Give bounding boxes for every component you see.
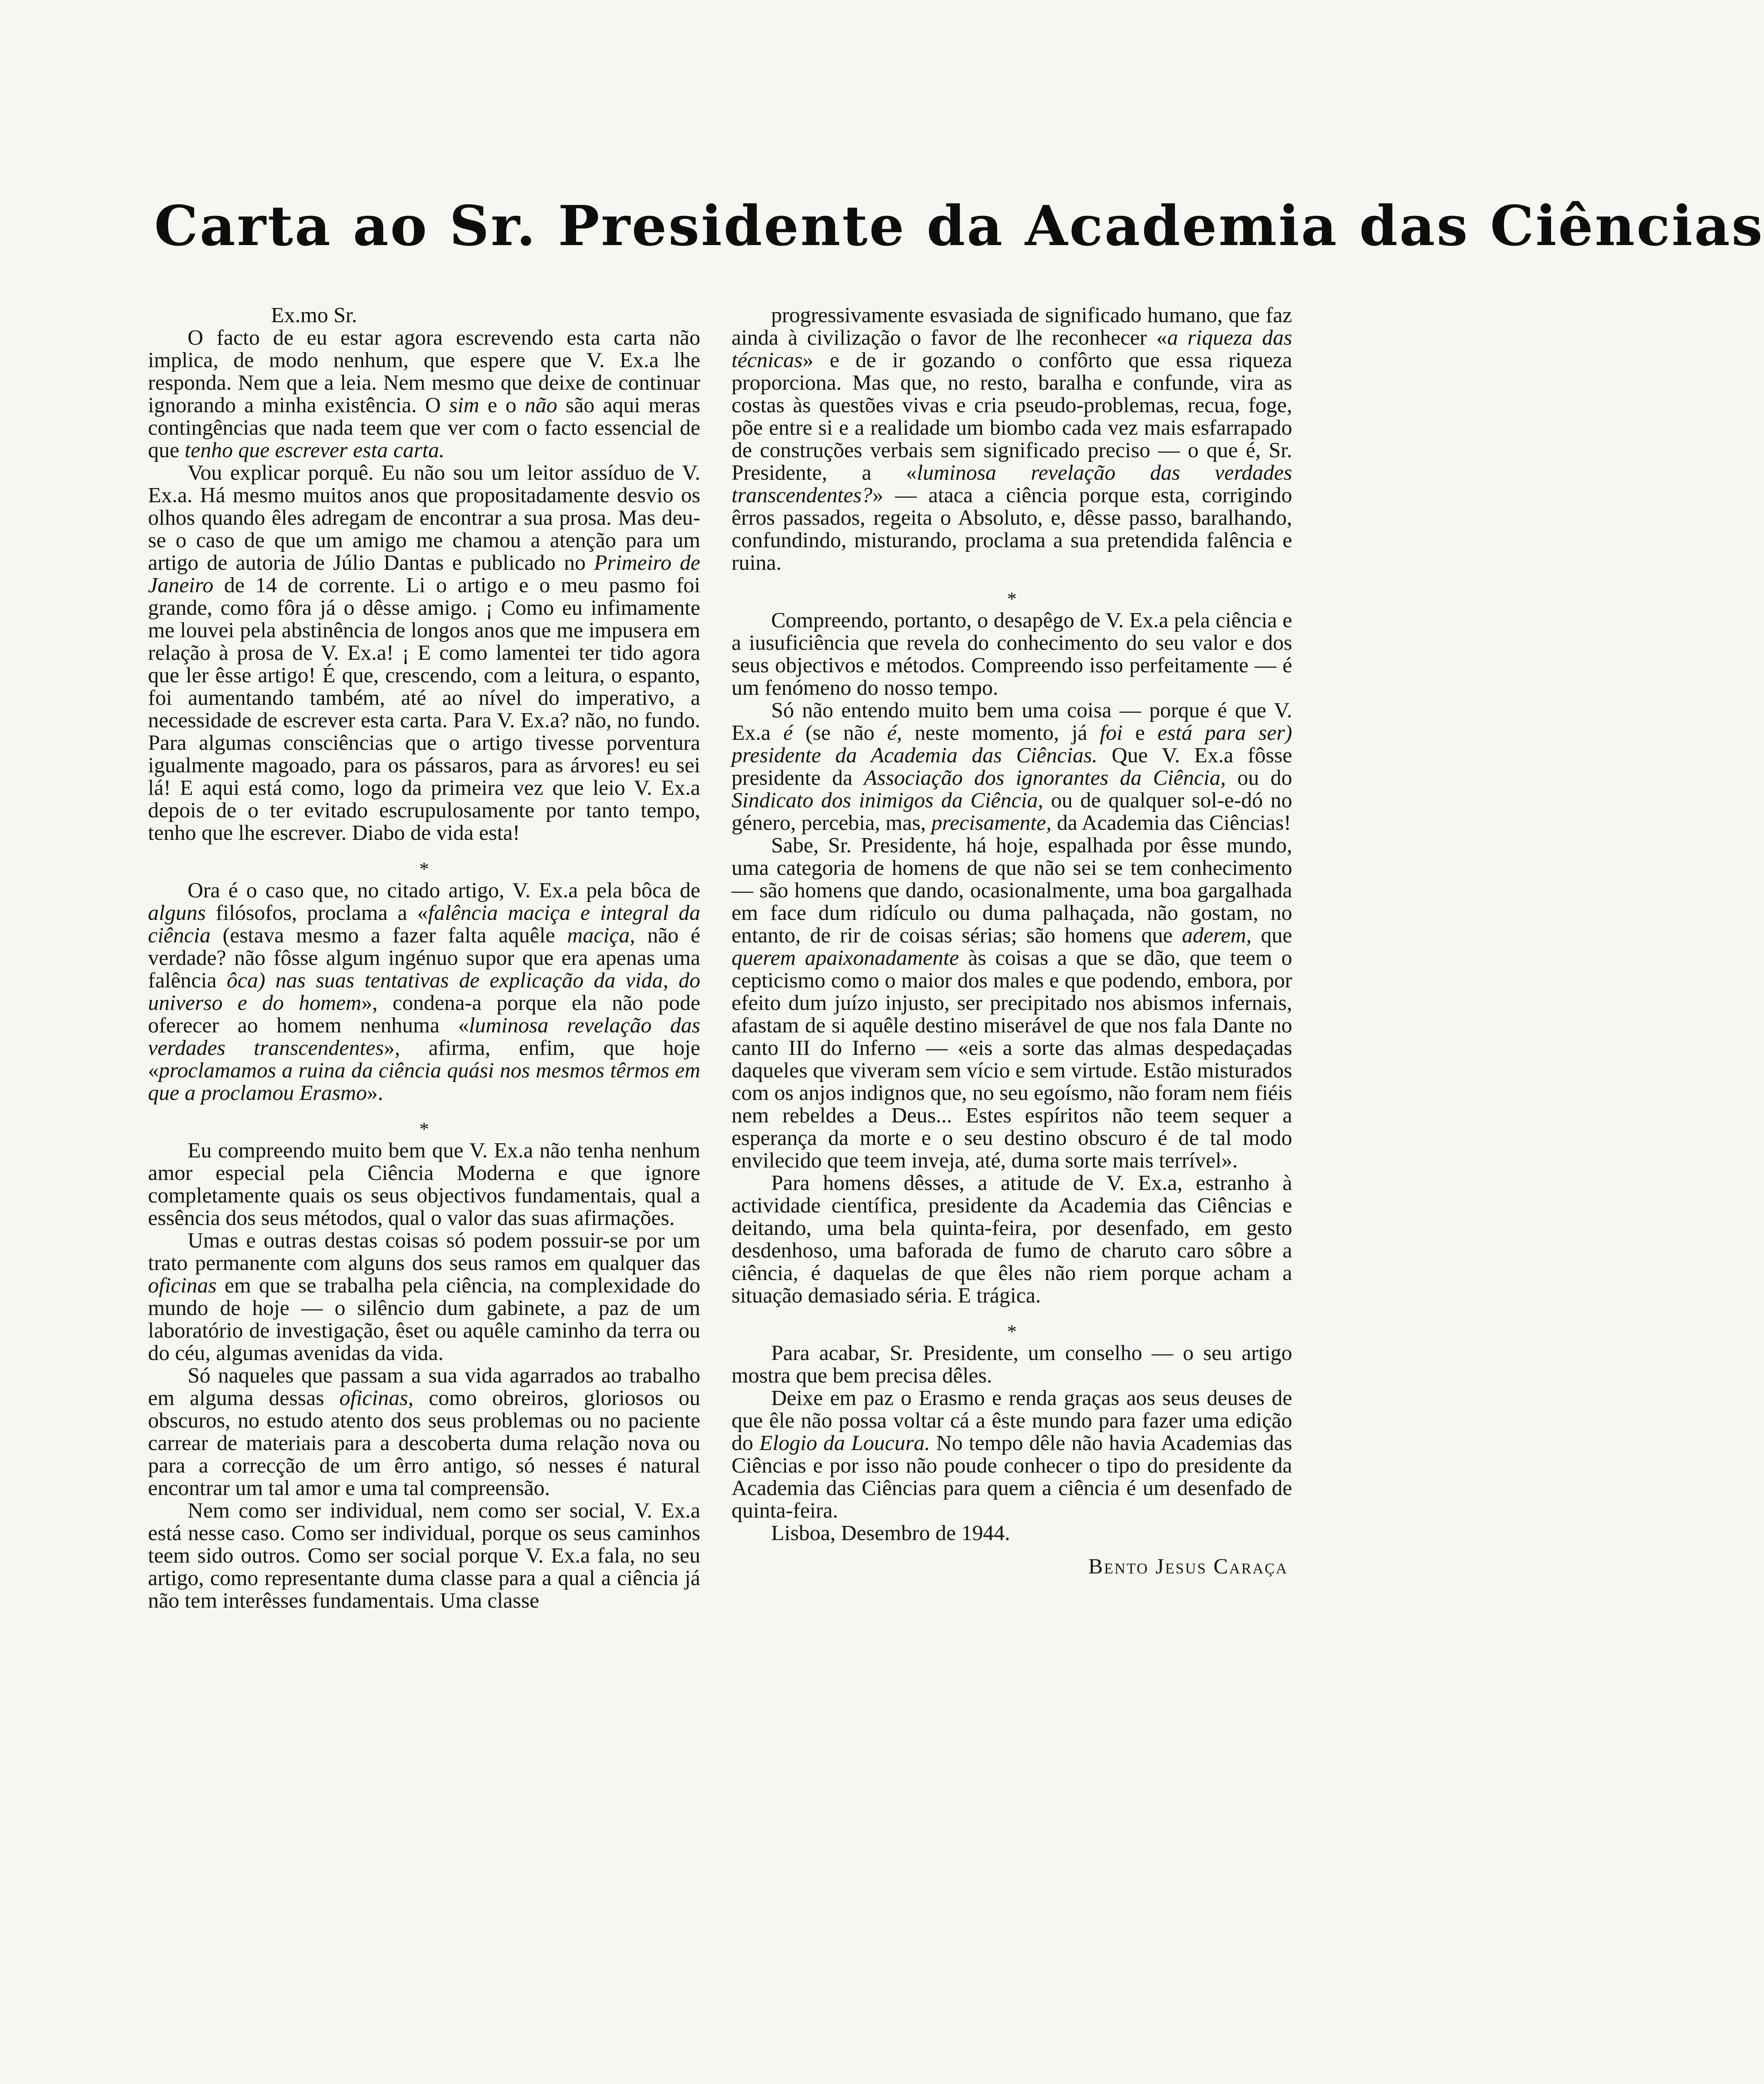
section-separator: * bbox=[1007, 588, 1017, 609]
italic-text: é bbox=[783, 721, 793, 745]
italic-text: não bbox=[524, 393, 557, 417]
italic-text: falência maciça e integral da ciência bbox=[148, 901, 700, 947]
paragraph: progressivamente esvasiada de significado humano, que faz ainda à civilização o favor de lhe reconhecer «a riqueza das técnicas» e de ir gozando o confôrto que essa riqueza proporciona. Mas que, no resto, baralha e confunde, vira as costas às questões vivas e cria pseudo-problemas, recua, foge, põe entre si e a realidade um biombo cada vez mais esfarrapado de construções verbais sem significado preciso — o que é, Sr. Presidente, a «luminosa revelação das verdades transcendentes?» — ataca a ciência porque esta, corrigindo êrros passados, regeita o Absoluto, e, dêsse passo, baralhando, confundindo, misturando, proclama a sua pretendida falência e ruina. bbox=[732, 303, 1292, 575]
paragraph: Nem como ser individual, nem como ser social, V. Ex.a está nesse caso. Como ser individual, porque os seus caminhos teem sido outros. Como ser social porque V. Ex.a fala, no seu artigo, como representante duma classe para a qual a ciência já não tem interêsses fundamentais. Uma classe bbox=[148, 1499, 700, 1613]
paragraph: Deixe em paz o Erasmo e renda graças aos seus deuses de que êle não possa voltar cá a êste mundo para fazer uma edição do Elogio da Loucura. No tempo dêle não havia Academias das Ciências e por isso não poude conhecer o tipo do presidente da Academia das Ciências para quem a ciência é um desenfado de quinta-feira. bbox=[732, 1386, 1292, 1523]
italic-text: tenho que escrever esta carta. bbox=[185, 438, 445, 462]
section-separator: * bbox=[419, 858, 429, 879]
section-separator: * bbox=[419, 1118, 429, 1140]
paragraph: Vou explicar porquê. Eu não sou um leitor assíduo de V. Ex.a. Há mesmo muitos anos que propositadamente desvio os olhos quando êles adregam de encontrar a sua prosa. Mas deu-se o caso de que um amigo me chamou a atenção para um artigo de autoria de Júlio Dantas e publicado no Primeiro de Janeiro de 14 de corrente. Li o artigo e o meu pasmo foi grande, como fôra já o dêsse amigo. ¡ Como eu infimamente me louvei pela abstinência de longos anos que me impusera em relação à prosa de V. Ex.a! ¡ E como lamentei ter tido agora que ler êsse artigo! É que, crescendo, com a leitura, o espanto, foi aumentando também, até ao nível do imperativo, a necessidade de escrever esta carta. Para V. Ex.a? não, no fundo. Para algumas consciências que o artigo tivesse porventura igualmente magoado, para os pássaros, para as árvores! eu sei lá! E aqui está como, logo da primeira vez que leio V. Ex.a depois de o ter evitado escrupulosamente por tanto tempo, tenho que lhe escrever. Diabo de vida esta! bbox=[148, 461, 701, 845]
italic-text: foi bbox=[1100, 721, 1123, 745]
paragraph: Sabe, Sr. Presidente, há hoje, espalhada por êsse mundo, uma categoria de homens de que não sei se tem conhecimento — são homens que dando, ocasionalmente, uma boa gargalhada em face dum ridículo ou duma palhaçada, não gostam, no entanto, de rir de coisas sérias; são homens que aderem, que querem apaixonadamente às coisas a que se dão, que teem o cepticismo como o maior dos males e que podendo, embora, por efeito dum juízo injusto, ser precipitado nos abismos infernais, afastam de si aquêle destino miserável de que nos fala Dante no canto III do Inferno — «eis a sorte das almas despedaçadas daqueles que viveram sem vício e sem virtude. Estão misturados com os anjos indignos que, no seu egoísmo, não foram nem fiéis nem rebeldes a Deus... Estes espíritos não teem sequer a esperança da morte e o seu destino obscuro é de tal modo envilecido que teem inveja, até, duma sorte mais terrível». bbox=[732, 834, 1292, 1172]
paragraph: Ora é o caso que, no citado artigo, V. Ex.a pela bôca de alguns filósofos, proclama a «falência maciça e integral da ciência (estava mesmo a fazer falta aquêle maciça, não é verdade? não fôsse algum ingénuo supor que era apenas uma falência ôca) nas suas tentativas de explicação da vida, do universo e do homem», condena-a porque ela não pode oferecer ao homem nenhuma «luminosa revelação das verdades transcendentes», afirma, enfim, que hoje «proclamamos a ruina da ciência quási nos mesmos têrmos em que a proclamou Erasmo». bbox=[148, 879, 700, 1105]
section-separator: * bbox=[1007, 1321, 1017, 1342]
italic-text: luminosa revelação das verdades transcendentes bbox=[148, 1014, 700, 1060]
paragraph: Eu compreendo muito bem que V. Ex.a não tenha nenhum amor especial pela Ciência Moderna e que ignore completamente quais os seus objectivos fundamentais, qual a essência dos seus métodos, qual o valor das suas afirmações. bbox=[148, 1139, 700, 1230]
italic-text: oficinas, bbox=[339, 1386, 413, 1410]
paragraph: Para acabar, Sr. Presidente, um conselho — o seu artigo mostra que bem precisa dêles. bbox=[732, 1341, 1292, 1388]
page-title: Carta ao Sr. Presidente da Academia das Ciências bbox=[154, 194, 1764, 258]
italic-text: alguns bbox=[148, 901, 206, 925]
italic-text: Associação dos ignorantes da Ciência, bbox=[864, 766, 1226, 790]
italic-text: luminosa revelação das verdades transcendentes? bbox=[732, 461, 1292, 507]
italic-text: aderem, bbox=[1182, 924, 1252, 947]
italic-text: oficinas bbox=[148, 1274, 217, 1297]
italic-text: está para ser) presidente da Academia das Ciências. bbox=[732, 721, 1292, 767]
salutation: Ex.mo Sr. bbox=[271, 303, 357, 327]
italic-text: é, bbox=[887, 721, 902, 745]
left-column bbox=[148, 304, 700, 1612]
italic-text: sim bbox=[449, 393, 479, 417]
italic-text: ôca) nas suas tentativas de explicação da vida, do universo e do homem bbox=[148, 969, 700, 1015]
italic-text: Sindicato dos inimigos da Ciência, bbox=[732, 789, 1043, 812]
paragraph: Só naqueles que passam a sua vida agarrados ao trabalho em alguma dessas oficinas, como obreiros, gloriosos ou obscuros, no estudo atento dos seus problemas ou no paciente carrear de materiais para a descoberta duma relação nova ou para a correcção de um êrro antigo, só nesses é natural encontrar um tal amor e uma tal compreensão. bbox=[148, 1364, 700, 1500]
italic-text: precisamente, bbox=[931, 811, 1052, 835]
paragraph: Compreendo, portanto, o desapêgo de V. Ex.a pela ciência e a iusuficiência que revela do conhecimento do seu valor e dos seus objectivos e métodos. Compreendo isso perfeitamente — é um fenómeno do nosso tempo. bbox=[732, 609, 1292, 700]
paragraph: O facto de eu estar agora escrevendo esta carta não implica, de modo nenhum, que espere que V. Ex.a lhe responda. Nem que a leia. Nem mesmo que deixe de continuar ignorando a minha existência. O sim e o não são aqui meras contingências que nada teem que ver com o facto essencial de que tenho que escrever esta carta. bbox=[148, 326, 700, 462]
italic-text: proclamamos a ruina da ciência quási nos mesmos têrmos em que a proclamou Erasmo bbox=[148, 1059, 700, 1105]
right-column bbox=[732, 304, 1292, 1578]
right-column-body bbox=[732, 304, 1292, 1522]
italic-text: querem apaixonadamente bbox=[732, 946, 959, 970]
paragraph: Só não entendo muito bem uma coisa — porque é que V. Ex.a é (se não é, neste momento, já foi e está para ser) presidente da Academia das Ciências. Que V. Ex.a fôsse presidente da Associação dos ignorantes da Ciência, ou do Sindicato dos inimigos da Ciência, ou de qualquer sol-e-dó no género, percebia, mas, precisamente, da Academia das Ciências! bbox=[732, 699, 1293, 835]
left-column-body bbox=[148, 327, 700, 1612]
paragraph: Para homens dêsses, a atitude de V. Ex.a, estranho à actividade científica, presidente da Academia das Ciências e deitando, uma bela quinta-feira, por desenfado, em gesto desdenhoso, uma baforada de fumo de charuto caro sôbre a ciência, é daquelas de que êles não riem porque acham a situação demasiado séria. E trágica. bbox=[732, 1171, 1292, 1308]
italic-text: maciça, bbox=[567, 924, 635, 947]
dateline: Lisboa, Desembro de 1944. bbox=[771, 1521, 1010, 1545]
italic-text: Primeiro de Janeiro bbox=[148, 551, 701, 597]
author-signature: Bento Jesus Caraça bbox=[1088, 1555, 1288, 1578]
paragraph: Umas e outras destas coisas só podem possuir-se por um trato permanente com alguns dos seus ramos em qualquer das oficinas em que se trabalha pela ciência, na complexidade do mundo de hoje — o silêncio dum gabinete, a paz de um laboratório de investigação, êset ou aquêle caminho da terra ou do céu, algumas avenidas da vida. bbox=[148, 1229, 700, 1365]
italic-text: a riqueza das técnicas bbox=[732, 326, 1292, 372]
italic-text: Elogio da Loucura. bbox=[759, 1431, 930, 1455]
